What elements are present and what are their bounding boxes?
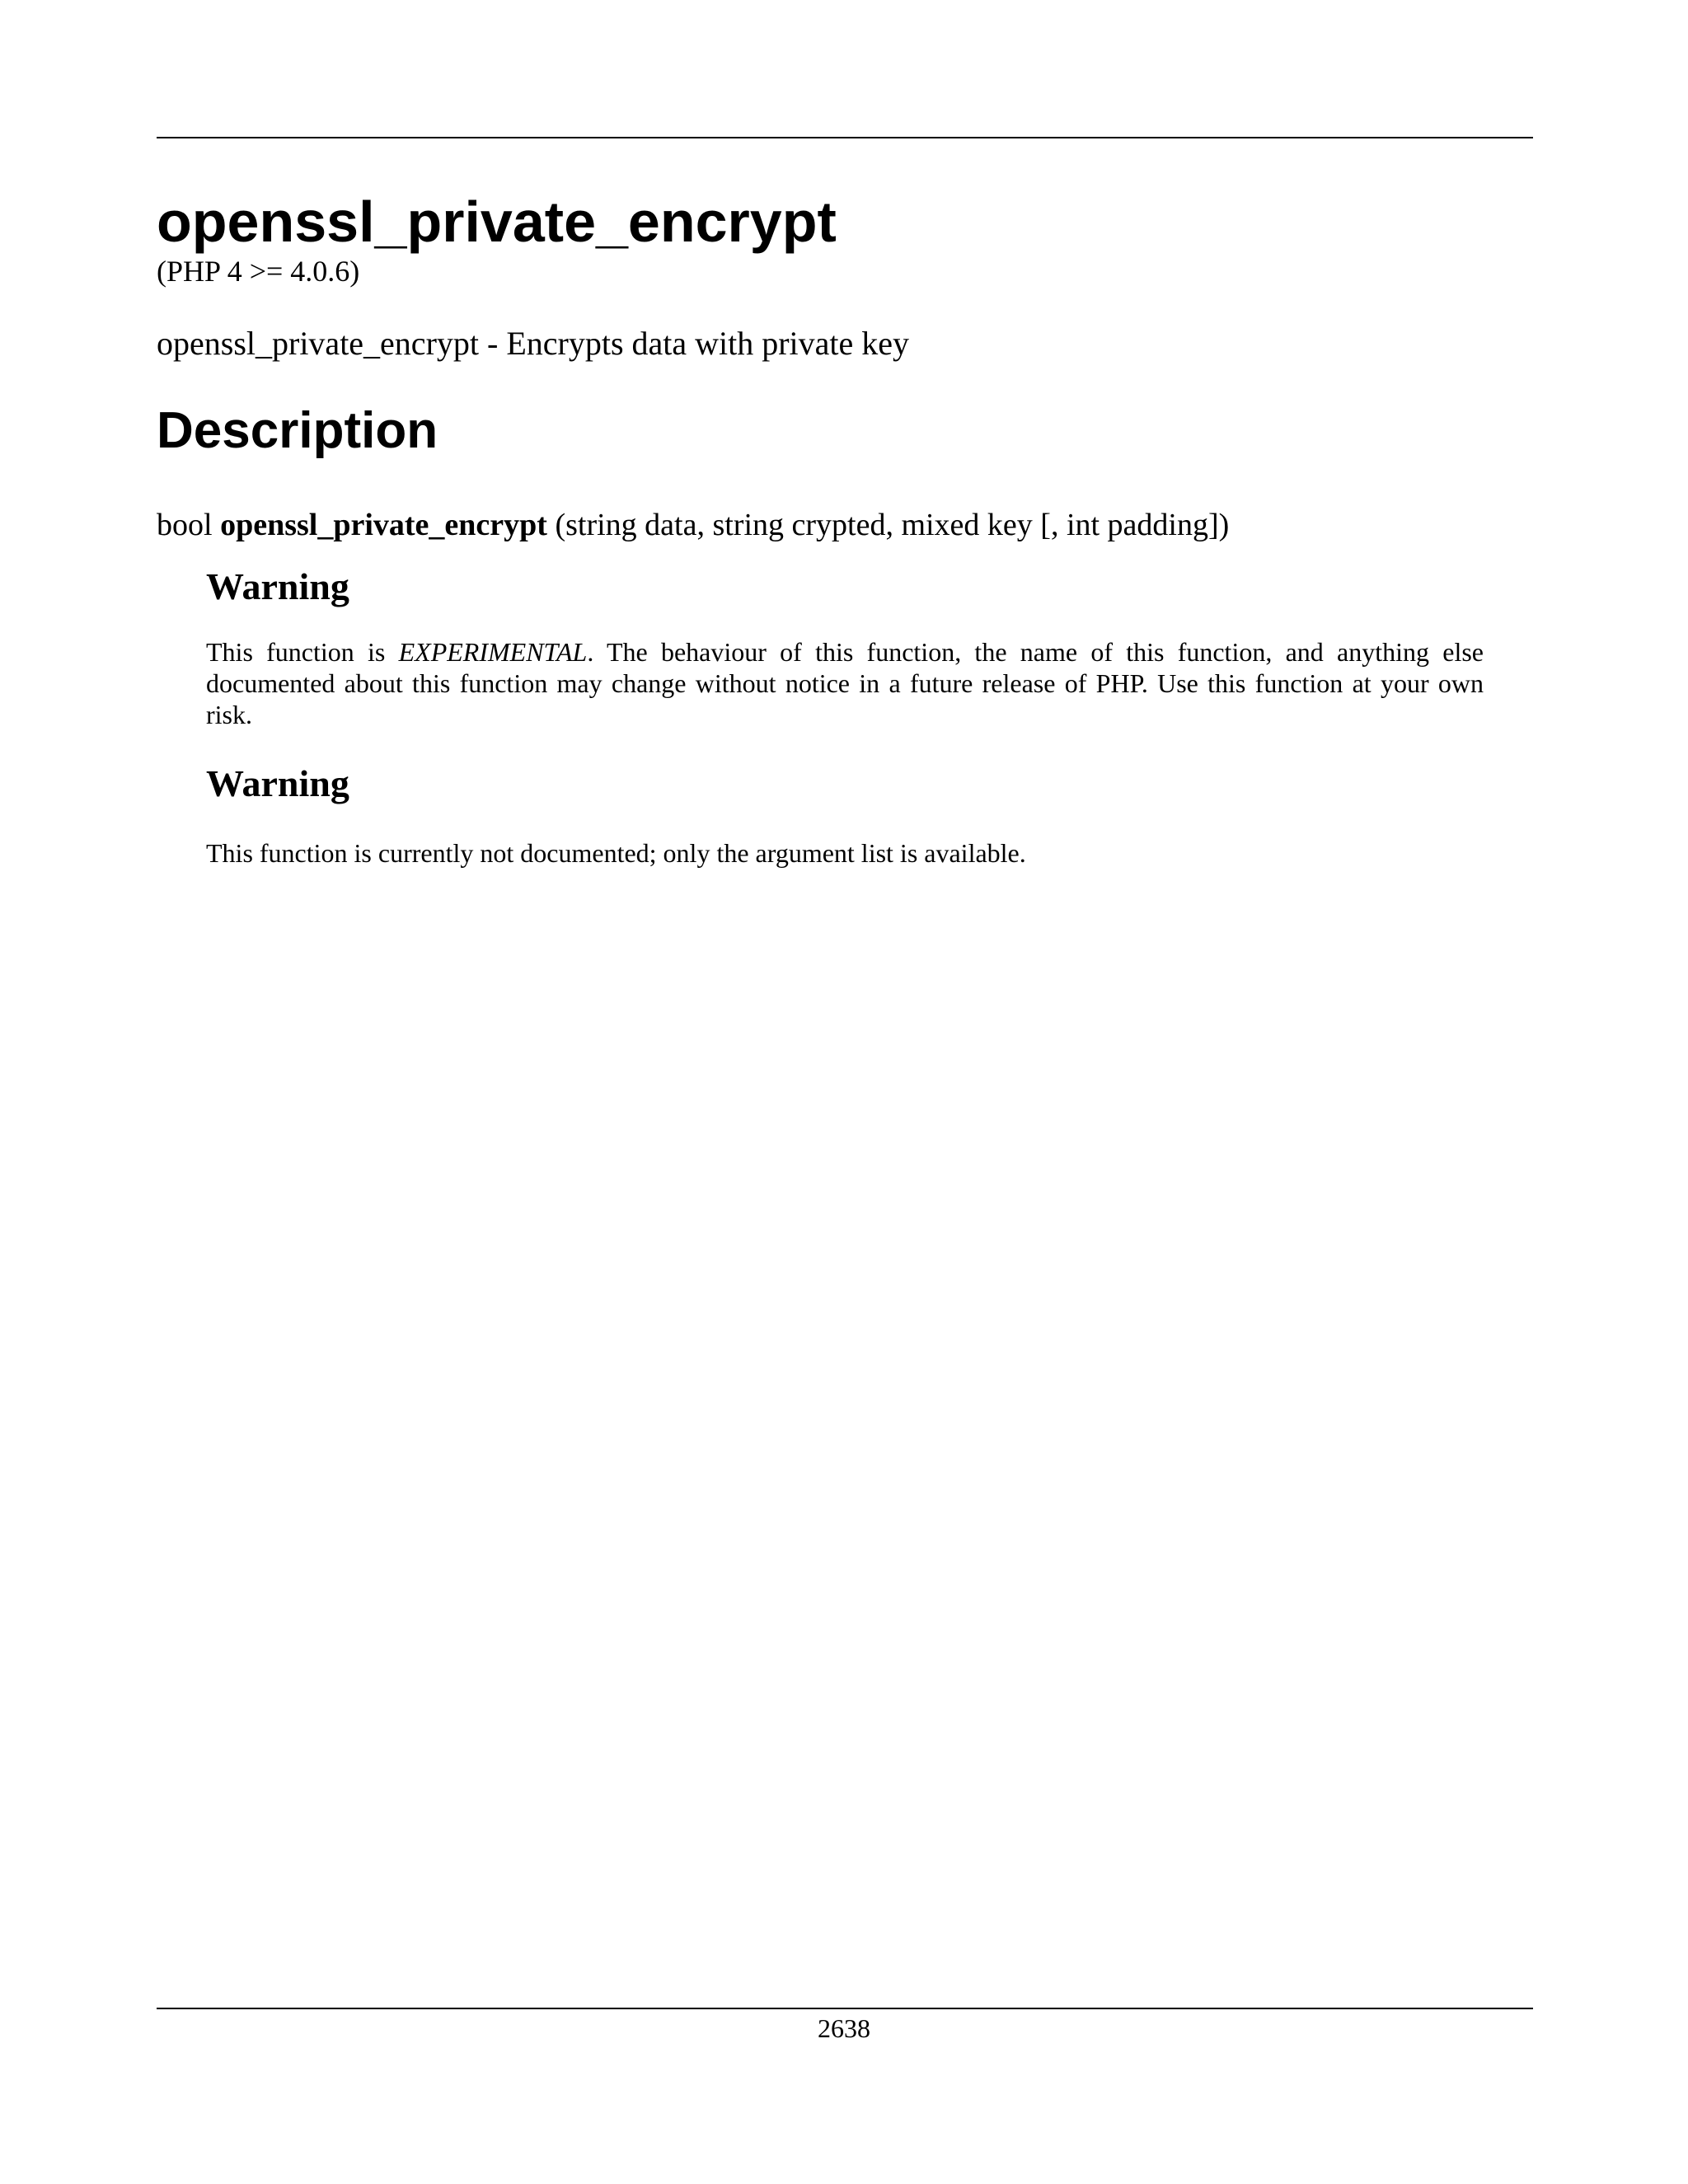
footer-rule: [157, 2008, 1533, 2009]
version-info: (PHP 4 >= 4.0.6): [157, 255, 360, 288]
page-number: 2638: [818, 2013, 870, 2043]
warning-title: Warning: [206, 565, 349, 607]
synopsis-parameters: (string data, string crypted, mixed key [, int padding]): [546, 508, 1230, 543]
synopsis-function-name: openssl_private_encrypt: [220, 508, 547, 543]
warning-undocumented: [206, 763, 1484, 869]
warning-experimental: [206, 566, 1484, 730]
page-title: openssl_private_encrypt: [157, 190, 837, 254]
warning-text: [206, 636, 1484, 730]
section-heading-description: Description: [157, 402, 438, 460]
synopsis-return-type: bool: [157, 508, 221, 543]
function-synopsis: [157, 507, 1533, 545]
warning-text: This function is currently not documented; only the argument list is available.: [206, 838, 1026, 869]
header-rule: [157, 137, 1533, 138]
warning-emphasis: EXPERIMENTAL: [398, 636, 588, 667]
function-purpose: openssl_private_encrypt - Encrypts data with private key: [157, 325, 910, 363]
warning-title: Warning: [206, 762, 349, 804]
page-content: [157, 183, 1533, 869]
warning-text-after: . The behaviour of this function, the name of this function, and anything else documented about this function may change without notice in a future release of PHP. Use this function at your own risk.: [206, 636, 1484, 729]
warning-text-before: This function is: [206, 636, 399, 667]
